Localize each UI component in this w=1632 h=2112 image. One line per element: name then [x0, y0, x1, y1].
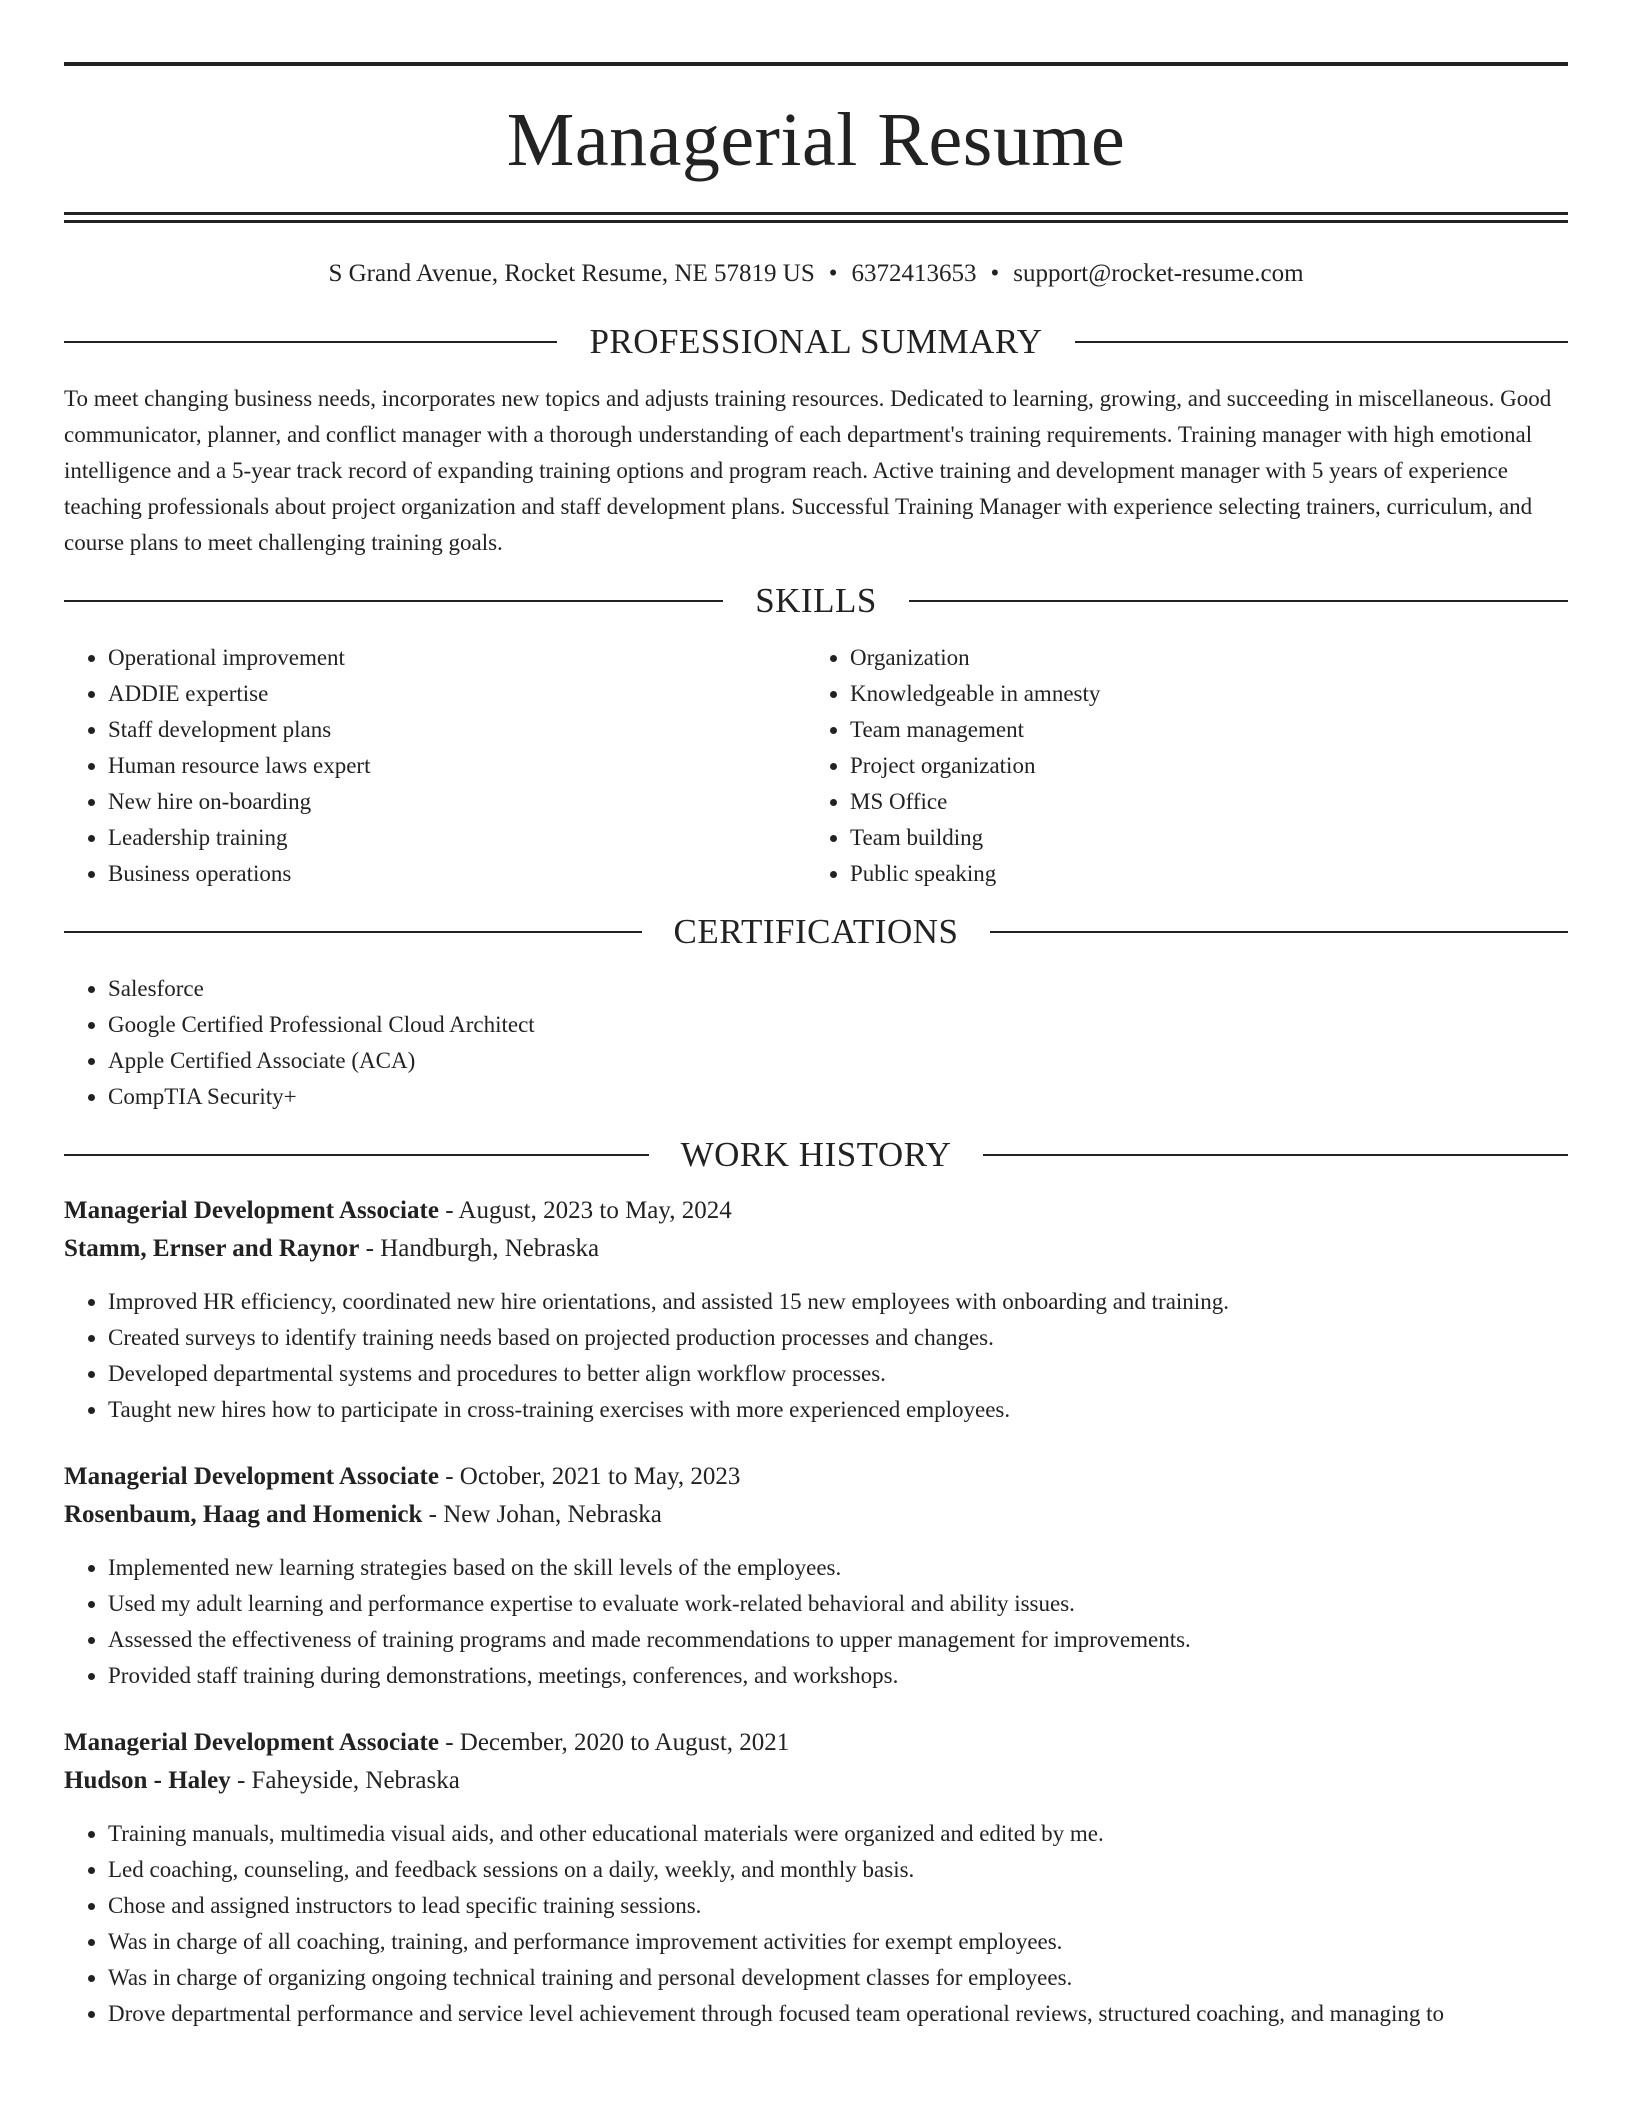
summary-text: To meet changing business needs, incorporates new topics and adjusts training resources. Dedicated to learning, growing, and succeeding in miscellaneous. Good communicator, planner, and conflict manager with a thorough understanding of each department's training requirements. Training manager with high emotional intelligence and a 5-year track record of expanding training options and program reach. Active training and development manager with 5 years of experience teaching professionals about project organization and staff development plans. Successful Training Manager with experience selecting trainers, curriculum, and course plans to meet challenging training goals.: [64, 386, 1552, 555]
skill-item: • Team management: [850, 712, 1548, 748]
job-bullet: • Taught new hires how to participate in cross-training exercises with more experienced employees.: [108, 1392, 1568, 1428]
heading-rule-right: [990, 931, 1568, 933]
heading-rule-left: [64, 931, 642, 933]
page-title: Managerial Resume: [506, 98, 1126, 182]
job-title: Managerial Development Associate: [64, 1729, 439, 1756]
contact-line: [64, 261, 1568, 286]
job-bullet: • Developed departmental systems and procedures to better align workflow processes.: [108, 1356, 1568, 1392]
skills-columns: [64, 640, 1568, 892]
job-location: Handburgh, Nebraska: [380, 1235, 600, 1262]
contact-phone: 6372413653: [851, 260, 977, 287]
skill-item: • Leadership training: [108, 820, 806, 856]
skill-item: • Project organization: [850, 748, 1548, 784]
skill-item: • ADDIE expertise: [108, 676, 806, 712]
job-company: Hudson - Haley: [64, 1767, 231, 1794]
job-bullets: [64, 1550, 1568, 1694]
skills-section-heading: [64, 583, 1568, 618]
skill-item: • Human resource laws expert: [108, 748, 806, 784]
skill-item: • Knowledgeable in amnesty: [850, 676, 1548, 712]
skill-item: • Operational improvement: [108, 640, 806, 676]
job-bullet: • Improved HR efficiency, coordinated new hire orientations, and assisted 15 new employees with onboarding and training.: [108, 1284, 1568, 1320]
job-bullet: • Chose and assigned instructors to lead specific training sessions.: [108, 1888, 1568, 1924]
job-bullets: [64, 1816, 1568, 2032]
job-dates: December, 2020 to August, 2021: [459, 1729, 790, 1756]
job-title-line: Managerial Development Associate - December, 2020 to August, 2021: [64, 1729, 790, 1756]
work-history-heading: WORK HISTORY: [680, 1135, 952, 1174]
job-bullet: • Used my adult learning and performance expertise to evaluate work-related behavioral and ability issues.: [108, 1586, 1568, 1622]
job-company-line: Stamm, Ernser and Raynor - Handburgh, Nebraska: [64, 1235, 600, 1262]
job-bullet: • Created surveys to identify training needs based on projected production processes and changes.: [108, 1320, 1568, 1356]
job-location: New Johan, Nebraska: [443, 1501, 662, 1528]
job-title: Managerial Development Associate: [64, 1197, 439, 1224]
job-bullet: • Was in charge of all coaching, training, and performance improvement activities for exempt employees.: [108, 1924, 1568, 1960]
summary-heading: PROFESSIONAL SUMMARY: [589, 322, 1043, 361]
skill-item: • Business operations: [108, 856, 806, 892]
heading-rule-right: [1075, 341, 1568, 343]
job-company: Stamm, Ernser and Raynor: [64, 1235, 360, 1262]
certification-item: • Apple Certified Associate (ACA): [108, 1043, 1568, 1079]
contact-email: support@rocket-resume.com: [1013, 260, 1304, 287]
job-bullet: • Drove departmental performance and service level achievement through focused team operational reviews, structured coaching, and managing to: [108, 1996, 1568, 2032]
job-company-line: Hudson - Haley - Faheyside, Nebraska: [64, 1767, 460, 1794]
job-dates: October, 2021 to May, 2023: [459, 1463, 741, 1490]
certification-item: • CompTIA Security+: [108, 1079, 1568, 1115]
top-rule: [64, 62, 1568, 66]
job-bullet: • Led coaching, counseling, and feedback sessions on a daily, weekly, and monthly basis.: [108, 1852, 1568, 1888]
certifications-list: [64, 971, 1568, 1115]
job-entry: [64, 1192, 1568, 1428]
heading-rule-left: [64, 341, 557, 343]
title-double-rule: [64, 212, 1568, 223]
skills-list-right: [806, 640, 1548, 892]
skill-item: • Team building: [850, 820, 1548, 856]
skill-item: • MS Office: [850, 784, 1548, 820]
job-bullet: • Assessed the effectiveness of training programs and made recommendations to upper management for improvements.: [108, 1622, 1568, 1658]
job-bullet: • Provided staff training during demonstrations, meetings, conferences, and workshops.: [108, 1658, 1568, 1694]
heading-rule-right: [909, 600, 1568, 602]
certifications-section-heading: [64, 914, 1568, 949]
contact-address: S Grand Avenue, Rocket Resume, NE 57819 US: [328, 260, 815, 287]
heading-rule-left: [64, 1154, 649, 1156]
skill-item: • New hire on-boarding: [108, 784, 806, 820]
work-history-section-heading: [64, 1137, 1568, 1172]
job-company: Rosenbaum, Haag and Homenick: [64, 1501, 423, 1528]
job-bullet: • Implemented new learning strategies based on the skill levels of the employees.: [108, 1550, 1568, 1586]
job-company-line: Rosenbaum, Haag and Homenick - New Johan, Nebraska: [64, 1501, 662, 1528]
contact-separator: •: [990, 260, 1000, 287]
heading-rule-right: [983, 1154, 1568, 1156]
job-title: Managerial Development Associate: [64, 1463, 439, 1490]
certification-item: • Salesforce: [108, 971, 1568, 1007]
job-entry: [64, 1458, 1568, 1694]
job-dates: August, 2023 to May, 2024: [458, 1197, 732, 1224]
summary-section-heading: [64, 324, 1568, 359]
certifications-heading: CERTIFICATIONS: [673, 912, 959, 951]
job-location: Faheyside, Nebraska: [251, 1767, 460, 1794]
skill-item: • Staff development plans: [108, 712, 806, 748]
job-bullets: [64, 1284, 1568, 1428]
job-bullet: • Training manuals, multimedia visual aids, and other educational materials were organized and edited by me.: [108, 1816, 1568, 1852]
job-title-line: Managerial Development Associate - August, 2023 to May, 2024: [64, 1197, 732, 1224]
contact-separator: •: [828, 260, 838, 287]
heading-rule-left: [64, 600, 723, 602]
job-entry: [64, 1724, 1568, 2032]
skill-item: • Organization: [850, 640, 1548, 676]
job-title-line: Managerial Development Associate - October, 2021 to May, 2023: [64, 1463, 741, 1490]
skills-heading: SKILLS: [755, 581, 877, 620]
skills-list-left: [64, 640, 806, 892]
certification-item: • Google Certified Professional Cloud Architect: [108, 1007, 1568, 1043]
job-bullet: • Was in charge of organizing ongoing technical training and personal development classes for employees.: [108, 1960, 1568, 1996]
skill-item: • Public speaking: [850, 856, 1548, 892]
